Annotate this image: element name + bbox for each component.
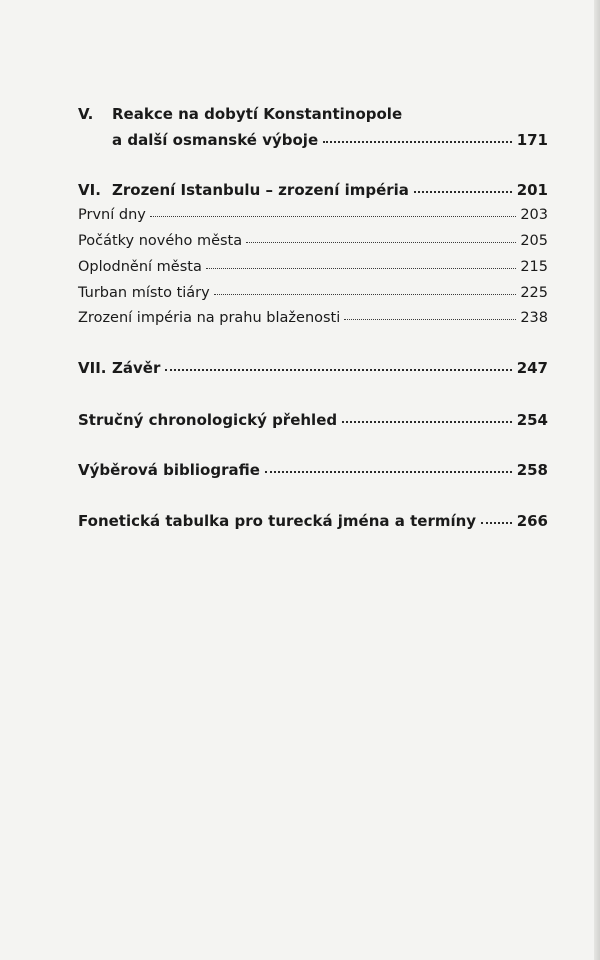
dot-leader: [246, 241, 516, 243]
toc-entry-vi[interactable]: [78, 181, 548, 199]
section-title: Turban místo tiáry: [78, 285, 210, 301]
dot-leader: [414, 190, 512, 193]
dot-leader: [481, 521, 512, 524]
chapter-title-continued: a další osmanské výboje: [112, 131, 319, 149]
section-title: Stručný chronologický přehled: [78, 411, 338, 429]
dot-leader: [342, 420, 512, 423]
page-number: 266: [516, 512, 548, 530]
dot-leader: [323, 140, 512, 143]
page-number: 247: [516, 359, 548, 377]
toc-subentry-oplodneni[interactable]: [78, 259, 548, 275]
section-title: Zrození impéria na prahu blaženosti: [78, 310, 341, 326]
dot-leader: [214, 293, 517, 295]
dot-leader: [344, 318, 516, 320]
dot-leader: [206, 267, 516, 269]
chapter-number: VII.: [78, 359, 107, 377]
dot-leader: [150, 215, 516, 217]
toc-subentry-prvni-dny[interactable]: [78, 207, 548, 223]
toc-subentry-turban[interactable]: [78, 285, 548, 301]
toc-entry-v-line1: [78, 105, 548, 123]
page-number: 238: [520, 310, 548, 326]
page-number: 215: [520, 259, 548, 275]
section-title: První dny: [78, 207, 146, 223]
toc-entry-bibliografie[interactable]: [78, 461, 548, 479]
section-title: Počátky nového města: [78, 233, 243, 249]
chapter-title: Zrození Istanbulu – zrození impéria: [112, 181, 409, 199]
toc-entry-v-line2[interactable]: [78, 131, 548, 149]
toc-subentry-zrozeni-imperia[interactable]: [78, 310, 548, 326]
page-number: 201: [516, 181, 548, 199]
toc-entry-vii[interactable]: [78, 359, 548, 377]
chapter-title: Reakce na dobytí Konstantinopole: [112, 105, 403, 123]
section-title: Oplodnění města: [78, 259, 202, 275]
chapter-number: VI.: [78, 181, 101, 199]
page-number: 171: [516, 131, 548, 149]
toc-subentry-pocatky[interactable]: [78, 233, 548, 249]
chapter-number: V.: [78, 105, 94, 123]
dot-leader: [265, 470, 512, 473]
section-title: Fonetická tabulka pro turecká jména a termíny: [78, 512, 477, 530]
toc-entry-chronologie[interactable]: [78, 411, 548, 429]
page-number: 258: [516, 461, 548, 479]
page-number: 203: [520, 207, 548, 223]
section-title: Výběrová bibliografie: [78, 461, 260, 479]
page-number: 205: [520, 233, 548, 249]
chapter-title: Závěr: [112, 359, 161, 377]
page-number: 254: [516, 411, 548, 429]
dot-leader: [165, 368, 511, 371]
toc-entry-foneticka-tabulka[interactable]: [78, 512, 548, 530]
page-number: 225: [520, 285, 548, 301]
